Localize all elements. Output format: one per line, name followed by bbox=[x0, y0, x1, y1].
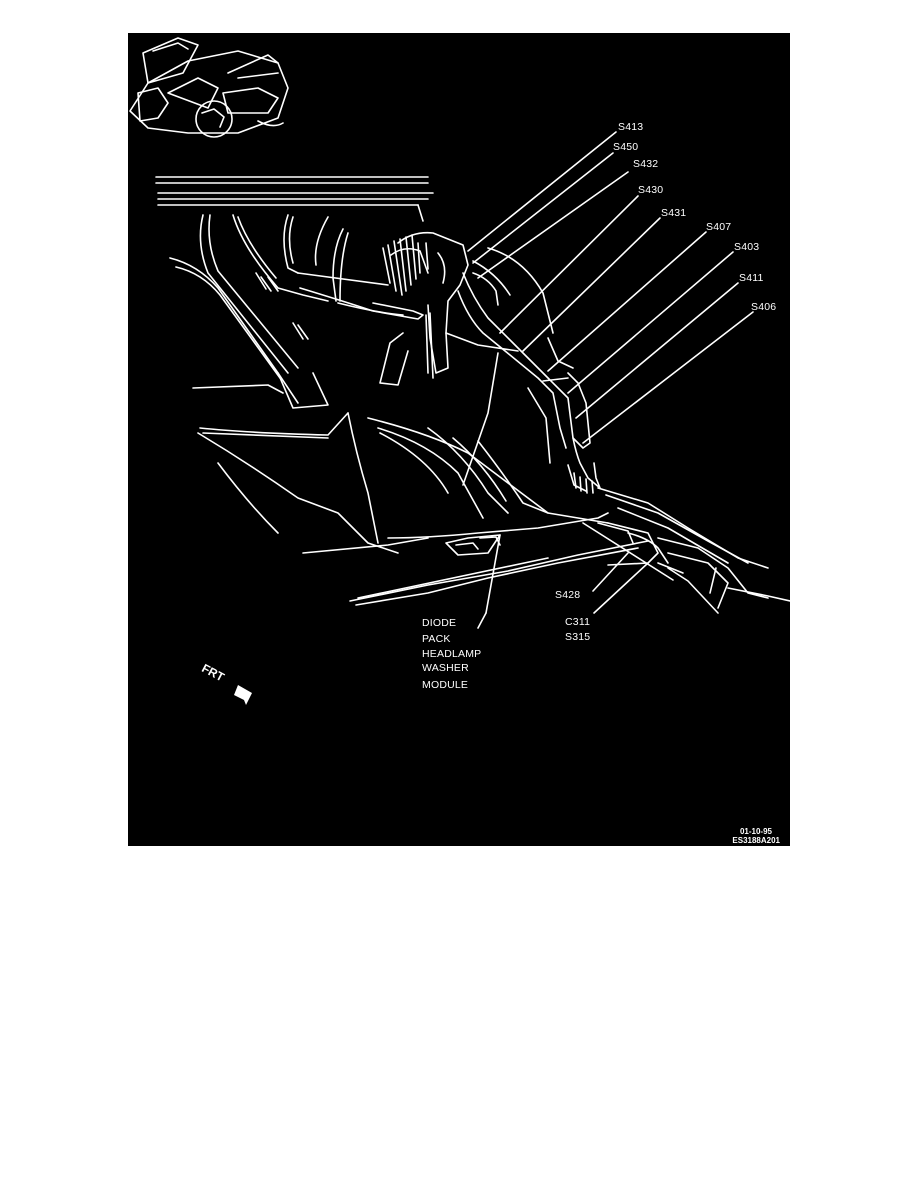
splice-label-s430: S430 bbox=[638, 184, 664, 196]
front-arrow-icon bbox=[234, 685, 252, 705]
splice-label-s407: S407 bbox=[706, 221, 732, 233]
splice-label-s315: S315 bbox=[565, 631, 591, 643]
diode-pack-label bbox=[422, 617, 481, 691]
splice-label-s431: S431 bbox=[661, 207, 687, 219]
wiring-diagram bbox=[128, 33, 790, 846]
diode-pack-line: HEADLAMP bbox=[422, 648, 482, 660]
diode-pack-line: PACK bbox=[422, 633, 451, 645]
diode-pack-line: DIODE bbox=[422, 617, 457, 629]
figure-code: ES3188A201 bbox=[732, 836, 780, 845]
splice-label-s406: S406 bbox=[751, 301, 777, 313]
date-code: 01-10-95 bbox=[739, 827, 772, 836]
splice-label-s411: S411 bbox=[739, 272, 764, 284]
splice-label-s403: S403 bbox=[734, 241, 760, 253]
connector-label-c311: C311 bbox=[565, 616, 591, 628]
diagram-drawing bbox=[128, 33, 790, 846]
diode-pack-line: WASHER bbox=[422, 662, 469, 674]
vehicle-locator-icon bbox=[130, 38, 288, 137]
splice-label-s450: S450 bbox=[613, 141, 639, 153]
splice-label-s413: S413 bbox=[618, 121, 644, 133]
splice-label-s432: S432 bbox=[633, 158, 659, 170]
diode-pack-line: MODULE bbox=[422, 679, 469, 691]
splice-label-s428: S428 bbox=[555, 589, 581, 601]
front-indicator: FRT bbox=[199, 661, 227, 685]
